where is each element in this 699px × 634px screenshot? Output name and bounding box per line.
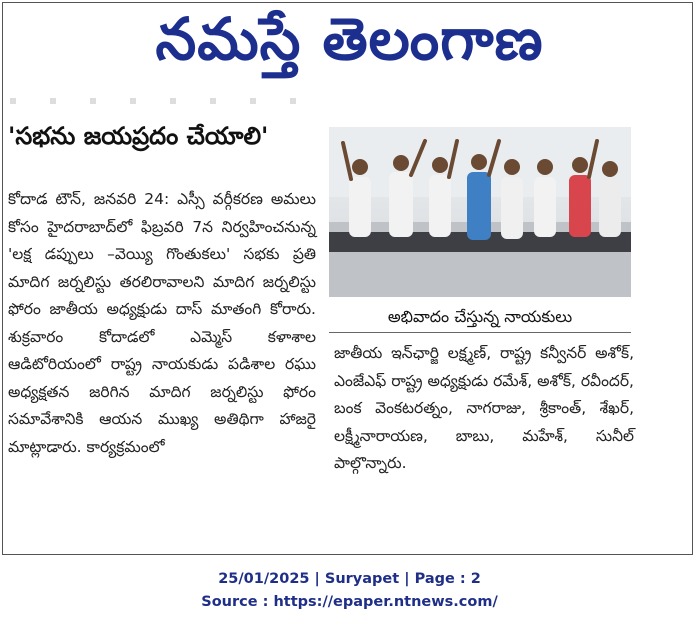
leaders-photo	[329, 127, 631, 297]
masthead-divider	[10, 98, 310, 104]
article-body-right: జాతీయ ఇన్‌ఛార్జి లక్ష్మణ్, రాష్ట్ర కన్వీనర్ అశోక్, ఎంజేఎఫ్ రాష్ట్ర అధ్యక్షుడు రమేశ్, అశోక్, రవీందర్, బంక వెంకటరత్నం, నాగరాజు, శ్రీకాంత్, శేఖర్, లక్ష్మీనారాయణ, బాబు, మహేశ్, సునీల్ పాల్గొన్నారు.	[334, 344, 634, 472]
group-photo-illustration	[329, 127, 631, 297]
article-body-left: కోదాడ టౌన్, జనవరి 24: ఎస్సీ వర్గీకరణ అమలు కోసం హైదరాబాద్‌లో ఫిబ్రవరి 7న నిర్వహించనున్న 'లక్ష డప్పులు –వెయ్యి గొంతుకలు' సభకు ప్రతి మాదిగ జర్నలిస్టు తరలిరావాలని మాదిగ జర్నలిస్టు ఫోరం జాతీయ అధ్యక్షుడు దాస్ మాతంగి కోరారు. శుక్రవారం కోదాడలో ఎమ్మెస్ కళాశాల ఆడిటోరియంలో రాష్ట్ర నాయకుడు పడిశాల రఘు అధ్యక్షతన జరిగిన మాదిగ జర్నలిస్టు ఫోరం సమావేశానికి ఆయన ముఖ్య అతిథిగా హాజరై మాట్లాడారు. కార్యక్రమంలో	[8, 190, 316, 456]
footer-source: Source : https://epaper.ntnews.com/	[201, 594, 498, 610]
article-headline: 'సభను జయప్రదం చేయాలి'	[8, 122, 269, 150]
newspaper-masthead: నమస్తే తెలంగాణ	[155, 5, 544, 73]
photo-caption: అభివాదం చేస్తున్న నాయకులు	[329, 298, 631, 333]
footer-date-page: 25/01/2025 | Suryapet | Page : 2	[218, 571, 481, 587]
